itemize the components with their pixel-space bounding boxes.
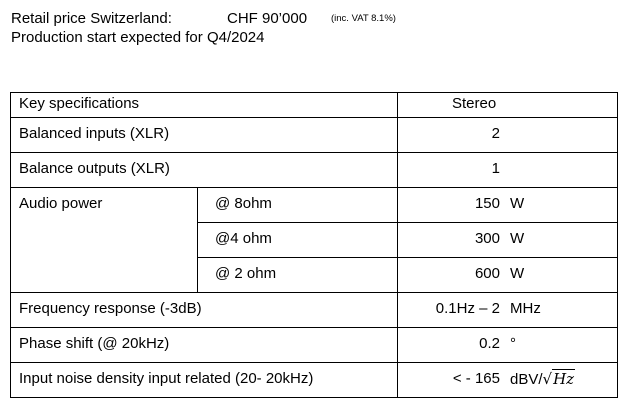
table-row <box>10 367 618 402</box>
table-header-row <box>10 92 618 116</box>
spec-value: 1 <box>491 160 500 177</box>
spec-value: 150 <box>474 195 500 212</box>
unit-prefix: dBV/ <box>510 371 543 388</box>
spec-label: Balanced inputs (XLR) <box>19 125 170 142</box>
spec-value: 600 <box>474 265 500 282</box>
spec-value: 300 <box>474 230 500 247</box>
spec-value: < - 165 <box>452 370 500 387</box>
row-divider <box>10 117 618 118</box>
column-header-spec: Key specifications <box>19 95 140 112</box>
spec-value: 0.2 <box>479 335 500 352</box>
table-row <box>10 122 618 157</box>
table-row <box>10 297 618 332</box>
spec-table <box>10 92 618 398</box>
spec-label: Balance outputs (XLR) <box>19 160 170 177</box>
price-line <box>11 9 396 28</box>
spec-sub-label: @ 2 ohm <box>215 265 277 282</box>
unit-root: Hz <box>553 370 575 388</box>
spec-label: Frequency response (-3dB) <box>19 300 202 317</box>
spec-unit: MHz <box>510 300 541 317</box>
table-row <box>10 157 618 192</box>
spec-value: 0.1Hz – 2 <box>435 300 500 317</box>
price-header <box>11 9 396 47</box>
spec-label: Input noise density input related (20- 20kHz) <box>19 370 314 387</box>
spec-unit: ° <box>510 335 516 352</box>
table-row <box>10 332 618 367</box>
table-row <box>10 227 618 262</box>
production-note: Production start expected for Q4/2024 <box>11 29 265 46</box>
spec-sub-label: @4 ohm <box>215 230 272 247</box>
spec-unit: W <box>510 195 525 212</box>
spec-label: Phase shift (@ 20kHz) <box>19 335 170 352</box>
price-note: (inc. VAT 8.1%) <box>331 13 396 24</box>
price-value: CHF 90’000 <box>227 10 308 27</box>
spec-unit: W <box>510 265 525 282</box>
spec-sub-label: @ 8ohm <box>215 195 272 212</box>
table-row <box>10 192 618 227</box>
price-label: Retail price Switzerland: <box>11 10 172 27</box>
table-row <box>10 262 618 297</box>
square-root-symbol <box>543 367 576 391</box>
column-header-stereo: Stereo <box>452 95 497 112</box>
radical-sign-icon: √ <box>542 370 553 388</box>
spec-value: 2 <box>491 125 500 142</box>
spec-unit <box>510 367 575 392</box>
spec-label: Audio power <box>19 195 103 212</box>
spec-unit: W <box>510 230 525 247</box>
